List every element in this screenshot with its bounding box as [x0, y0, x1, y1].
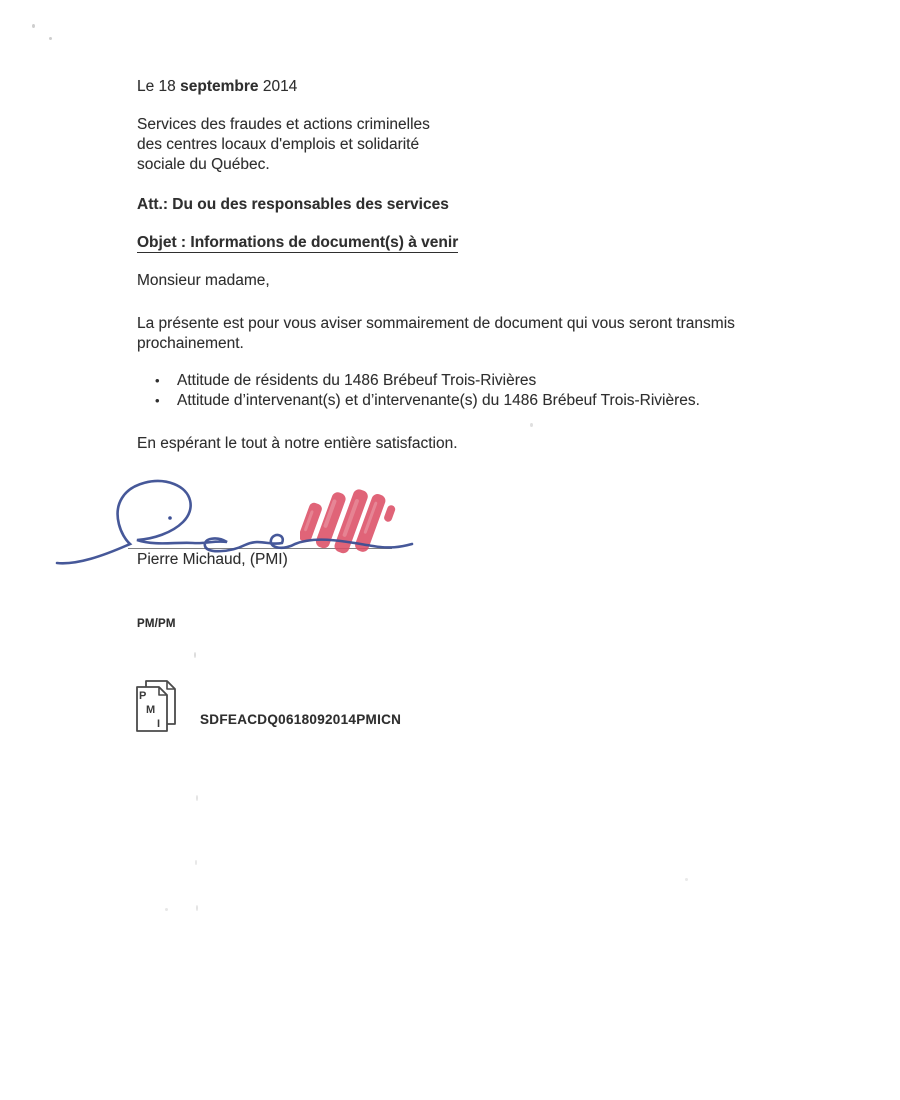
date-prefix: Le 18: [137, 78, 181, 95]
bullet-icon: •: [155, 393, 160, 408]
scan-speck: [196, 795, 198, 801]
bullet-text: Attitude de résidents du 1486 Brébeuf Trois-Rivières: [177, 372, 537, 389]
scan-speck: [194, 652, 196, 658]
typist-initials: PM/PM: [137, 618, 176, 630]
body-line: prochainement.: [137, 335, 244, 352]
body-paragraph: [137, 314, 735, 354]
list-item: [155, 391, 700, 411]
scan-speck: [32, 24, 35, 28]
subject-text: Objet : Informations de document(s) à venir: [137, 234, 459, 251]
recipient-line: Services des fraudes et actions criminelles: [137, 116, 430, 133]
date-suffix: 2014: [258, 78, 298, 95]
scan-speck: [165, 908, 168, 911]
bullet-text: Attitude d’intervenant(s) et d’intervenante(s) du 1486 Brébeuf Trois-Rivières.: [177, 392, 700, 409]
salutation: Monsieur madame,: [137, 272, 270, 289]
scan-speck: [195, 860, 197, 865]
scan-speck: [49, 37, 52, 40]
attention-line: Att.: Du ou des responsables des services: [137, 196, 449, 213]
signer-name: Pierre Michaud, (PMI): [137, 551, 288, 568]
scan-speck: [196, 905, 198, 911]
date-line: [137, 77, 297, 97]
date-month: septembre: [180, 78, 259, 95]
recipient-line: sociale du Québec.: [137, 156, 270, 173]
scan-speck: [685, 878, 688, 881]
bullet-list: [155, 371, 700, 411]
icon-letter-m: M: [146, 704, 156, 716]
document-stack-icon: [133, 678, 183, 734]
body-line: La présente est pour vous aviser sommairement de document qui vous seront transmis: [137, 315, 735, 332]
scan-speck: [530, 423, 533, 427]
closing-line: En espérant le tout à notre entière satisfaction.: [137, 435, 458, 452]
recipient-line: des centres locaux d'emplois et solidarité: [137, 136, 420, 153]
icon-letter-i: I: [157, 718, 161, 730]
ink-dot: [168, 516, 172, 520]
subject-line: [137, 233, 458, 253]
recipient-block: [137, 115, 430, 175]
icon-letter-p: P: [139, 690, 147, 702]
reference-code: SDFEACDQ0618092014PMICN: [200, 712, 402, 727]
list-item: [155, 371, 700, 391]
bullet-icon: •: [155, 373, 160, 388]
